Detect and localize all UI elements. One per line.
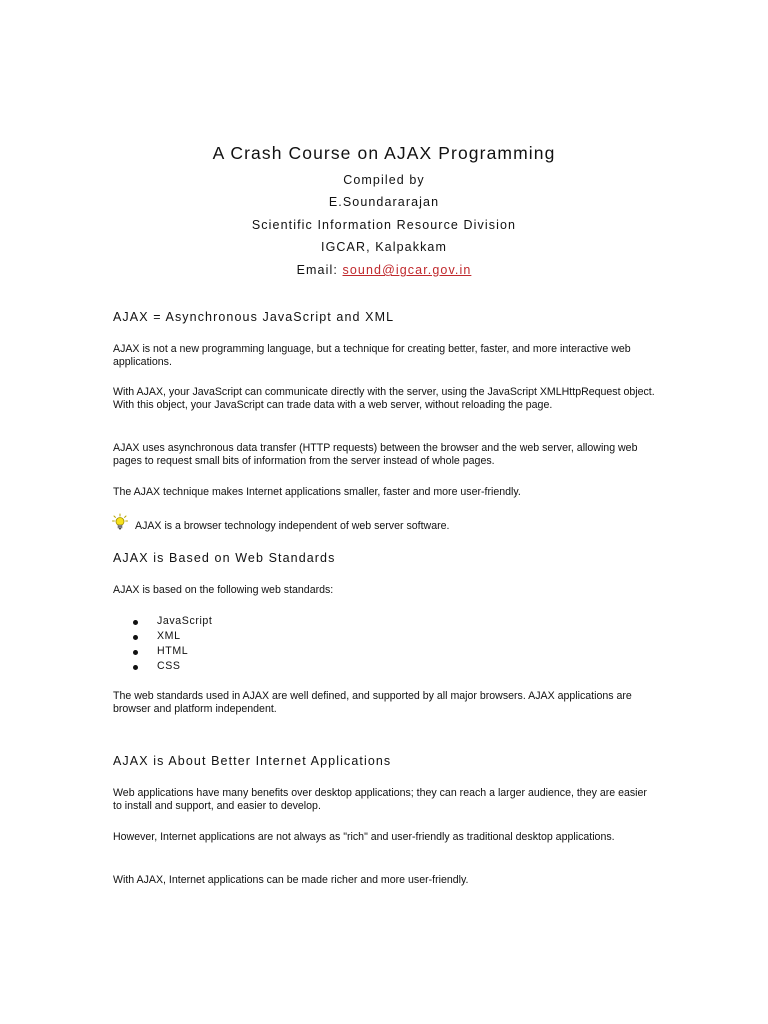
- email-line: [0, 263, 768, 277]
- standards-list: [113, 614, 513, 674]
- list-item: JavaScript: [113, 614, 513, 629]
- division-name: Scientific Information Resource Division: [251, 218, 517, 232]
- author-name: E.Soundararajan: [328, 195, 440, 209]
- section-heading-ajax-definition: AJAX = Asynchronous JavaScript and XML: [113, 310, 395, 324]
- paragraph: The AJAX technique makes Internet applications smaller, faster and more user-friendly.: [113, 486, 521, 498]
- paragraph: However, Internet applications are not always as "rich" and user-friendly as traditional desktop applications.: [113, 831, 615, 843]
- list-item: HTML: [113, 644, 513, 659]
- bullet-icon: [133, 665, 138, 670]
- paragraph: With AJAX, your JavaScript can communicate directly with the server, using the JavaScript XMLHttpRequest object. With this object, your JavaScript can trade data with a web server, without reloading the page.: [113, 386, 655, 411]
- paragraph: AJAX is not a new programming language, but a technique for creating better, faster, and more interactive web applications.: [113, 343, 631, 368]
- paragraph: AJAX is based on the following web standards:: [113, 584, 334, 596]
- list-item: CSS: [113, 659, 513, 674]
- paragraph: The web standards used in AJAX are well defined, and supported by all major browsers. AJAX applications are browser and platform independent.: [113, 690, 632, 715]
- paragraph: Web applications have many benefits over desktop applications; they can reach a larger audience, they are easier to install and support, and easier to develop.: [113, 787, 647, 812]
- document-title: A Crash Course on AJAX Programming: [212, 143, 556, 163]
- bullet-icon: [133, 650, 138, 655]
- bullet-icon: [133, 635, 138, 640]
- bullet-icon: [133, 620, 138, 625]
- paragraph: AJAX uses asynchronous data transfer (HTTP requests) between the browser and the web server, allowing web pages to request small bits of information from the server instead of whole pages.: [113, 442, 638, 467]
- email-link[interactable]: sound@igcar.gov.in: [342, 263, 472, 277]
- organization-name: IGCAR, Kalpakkam: [321, 240, 447, 254]
- list-item: XML: [113, 629, 513, 644]
- section-heading-better-apps: AJAX is About Better Internet Applications: [113, 754, 392, 768]
- lightbulb-icon: [111, 513, 129, 531]
- email-label: Email:: [296, 263, 343, 277]
- tip-text: AJAX is a browser technology independent of web server software.: [135, 520, 450, 532]
- section-heading-web-standards: AJAX is Based on Web Standards: [113, 551, 336, 565]
- compiled-by-label: Compiled by: [343, 173, 425, 187]
- paragraph: With AJAX, Internet applications can be made richer and more user-friendly.: [113, 874, 469, 886]
